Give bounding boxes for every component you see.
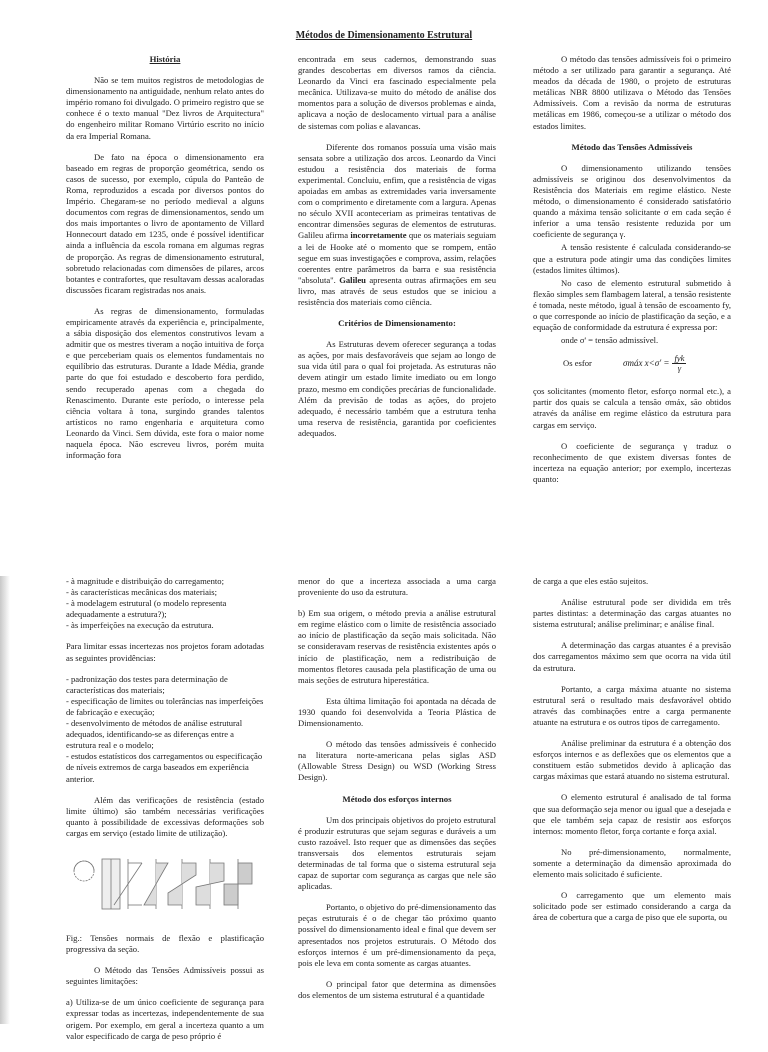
section-heading-historia: História — [149, 54, 181, 64]
list-item: - padronização dos testes para determinação de características dos materiais; — [66, 673, 228, 695]
formula-numerator: fyk — [674, 352, 685, 363]
page1-column-2 — [298, 54, 496, 449]
formula-lhs: σmáx x<σ' = — [623, 357, 670, 368]
text-run-bold: Galileu — [339, 274, 366, 285]
formula-math — [623, 354, 686, 373]
list-item: - especificação de limites ou tolerâncias nas imperfeições de fabricação e execução; — [66, 695, 264, 717]
measures-list — [66, 674, 264, 785]
text-run: que os materiais seguiam a lei de Hooke até o momento que se rompem, então segue em suas investigações e comprova, assim, relações coerentes entre parâmetros da barra e sua resistência "absoluta". — [298, 230, 496, 285]
paragraph: O coeficiente de segurança γ traduz o reconhecimento de que existem diversas fontes de incerteza na equação anterior; por exemplo, incertezas quanto: — [533, 440, 731, 484]
formula-tensao-admissivel — [533, 350, 731, 376]
page-edge-shadow — [0, 576, 10, 1024]
paragraph: De fato na época o dimensionamento era baseado em regras de proporção geométrica, sendo os casos de sucesso, por exemplo, cúpula do Panteão de Roma, reproduzidos a escada por diversos pontos do Império. Chegaram-se no período medieval a alguns documentos com regras de dimensionamentos, sendo um dos mais importantes o livro de apontamento de Villard Honnecourt datado em 1235, onde é possível identificar ainda a influência da escola romana em algumas regras de proporção. As regras de dimensionamento estrutural, sobretudo relacionadas com dimensões de pilares, arcos botantes e contrafortes, que resultavam dessas acaloradas discussões ficaram registradas nos anais. — [66, 151, 264, 295]
paragraph: As regras de dimensionamento, formuladas empiricamente através da experiência e, principalmente, a sábia disposição dos elementos construtivos levam a admitir que os mestres tiveram a noção intuitiva de força e que perceberiam quais os elementos fundamentais no equilíbrio das estruturas. Durante a Idade Média, grande parte do que foi estudado e descoberto fora perdido, sendo recuperado apenas com a chegada do Renascimento. Durante este período, o interesse pela ciência voltara à tona, surgindo grandes talentos artísticos no ramo engenharia e arquitetura como Leonardo da Vinci. Sem dúvida, este fora o maior nome naquela época. Não escreveu livros, porém muita informação fora — [66, 305, 264, 461]
paragraph: menor do que a incerteza associada a uma carga proveniente do uso da estrutura. — [298, 576, 496, 598]
paragraph: Para limitar essas incertezas nos projetos foram adotadas as seguintes providências: — [66, 641, 264, 663]
formula-label: Os esfor — [563, 357, 592, 368]
paragraph: b) Em sua origem, o método previa a análise estrutural em regime elástico com o limite de resistência associado ao início de plastificação da seção mais solicitada. Não se consideravam reservas de resistência existentes após o início de plastificação, nem a redistribuição de momentos fletores causada pela plastificação de uma ou mais seções de estrutura hiperestática. — [298, 608, 496, 685]
paragraph: A tensão resistente é calculada considerando-se que a estrutura pode atingir uma das condições limites (estados limites últimos). — [533, 242, 731, 275]
stress-diagram-figure — [66, 849, 264, 923]
paragraph: O elemento estrutural é analisado de tal forma que sua deformação seja menor ou igual que a desejada e que ele também seja capaz de resistir aos esforços internos: momento fletor, força cortante e força axial. — [533, 792, 731, 836]
list-item: - à modelagem estrutural (o modelo representa adequadamente a estrutura?); — [66, 598, 227, 620]
paragraph: Esta última limitação foi apontada na década de 1930 quando foi desenvolvida a Teoria Plástica de Dimensionamento. — [298, 695, 496, 729]
paragraph: Portanto, a carga máxima atuante no sistema estrutural será o resultado mais desfavorável obtido através das combinações entre a carga permanente atuante na estrutura e os outros tipos de carregamento. — [533, 683, 731, 727]
stress-diagram-illustration — [66, 849, 264, 923]
list-item: - às imperfeições na execução da estrutura. — [66, 620, 214, 631]
formula-denominator: γ — [677, 362, 682, 373]
paragraph: O método das tensões admissíveis é conhecido na literatura norte-americana pelas siglas ASD (Allowable Stress Design) ou WSD (Working Stress Design). — [298, 739, 496, 783]
paragraph: Um dos principais objetivos do projeto estrutural é produzir estruturas que sejam seguras e duráveis a um custo razoável. Isto requer que as dimensões das seções transversais dos elementos estruturais sejam determinadas de tal forma que o sistema estrutural seja capaz de suportar com segurança as cargas que nele são aplicadas. — [298, 814, 496, 892]
paragraph: A determinação das cargas atuantes é a previsão dos carregamentos máximo sem que ocorra na vida útil da estrutura. — [533, 640, 731, 673]
paragraph: No caso de elemento estrutural submetido à flexão simples sem flambagem lateral, a tensão resistente é tomada, neste método, igual à tensão de escoamento fy, o que corresponde ao início de plastificação da seção, e a equação de conformidade da estrutura é expressa por: — [533, 277, 731, 333]
section-heading-tensoes-admissiveis: Método das Tensões Admissíveis — [571, 141, 693, 152]
list-item: - às características mecânicas dos materiais; — [66, 587, 218, 598]
document-page-1 — [0, 0, 768, 512]
document-page-2 — [0, 576, 768, 1041]
section-heading-esforcos-internos: Método dos esforços internos — [342, 793, 452, 804]
paragraph: de carga a que eles estão sujeitos. — [533, 576, 649, 586]
page2-column-1 — [66, 576, 264, 1052]
uncertainty-list — [66, 576, 264, 631]
paragraph: Análise estrutural pode ser dividida em três partes distintas: a determinação das cargas atuantes no sistema estrutural; análise preliminar; e análise final. — [533, 597, 731, 630]
paragraph: Além das verificações de resistência (estado limite último) são também necessárias verificações quanto à possibilidade de excessivas deformações sob cargas em serviço (estado limite de utilização). — [66, 794, 264, 838]
paragraph: Portanto, o objetivo do pré-dimensionamento das peças estruturais é o de chegar tão próximo quanto possível do dimensionamento ideal e final que devem ser apresentados nos projetos estruturais. O Método dos esforços internos é um pré-dimensionamento da peça, pois ele leva em conta somente as cargas atuantes. — [298, 902, 496, 968]
formula-fraction — [672, 354, 686, 373]
paragraph: O método das tensões admissíveis foi o primeiro método a ser utilizado para garantir a segurança. Até meados da década de 1980, o projeto de estruturas metálicas NBR 8800 utilizava o Método das Tensões Admissíveis. Com a revisão da norma de estruturas metálicas em 1986, começou-se a utilizar o método dos estados limites. — [533, 54, 731, 131]
page2-column-3 — [533, 576, 731, 933]
paragraph: encontrada em seus cadernos, demonstrando suas grandes descobertas em diversos ramos da ciência. Leonardo da Vinci era fascinado especialmente pela mecânica. Utilizava-se muito do método de análise dos momentos para a solução de diversos problemas e ainda, aplicava a noção de deslocamento virtual para a análise de sistemas com polias e alavancas. — [298, 54, 496, 131]
page1-column-3 — [533, 54, 731, 495]
page2-column-2 — [298, 576, 496, 1011]
paragraph — [298, 142, 496, 308]
list-item: - estudos estatísticos dos carregamentos ou especificação de níveis extremos de carga baseados em experiência anterior. — [66, 751, 263, 784]
paragraph: O dimensionamento utilizando tensões admissíveis se originou dos desenvolvimentos da Resistência dos Materiais em regime elástico. Neste método, o dimensionamento é considerado satisfatório quando a máxima tensão solicitante σ em cada seção é inferior a uma tensão resistente reduzida por um coeficiente de segurança γ. — [533, 162, 731, 240]
text-run-bold: incorretamente — [350, 230, 407, 241]
text-run: apresenta outras afirmações em seu livro, mas através de seus estudos que se iniciou a resistência dos materiais como ciência. — [298, 274, 497, 307]
list-item: - à magnitude e distribuição do carregamento; — [66, 576, 224, 586]
paragraph: onde σ' = tensão admissível. — [561, 335, 659, 346]
paragraph: a) Utiliza-se de um único coeficiente de segurança para expressar todas as incertezas, independentemente de sua origem. Por exemplo, em geral a incerteza quanto a um valor especificado de carga de peso próprio é — [66, 997, 264, 1041]
paragraph: As Estruturas devem oferecer segurança a todas as ações, por mais desfavoráveis que sejam ao longo de sua vida útil para o qual foi projetada. As estruturas não devem atingir um estado limite imediato ou em longo prazo, mesmo em condições precárias de funcionalidade. Além da previsão de todas as ações, do projeto adequado, é necessário também que a estrutura tenha uma reserva de resistência, garantida por coeficientes adequados. — [298, 339, 496, 438]
paragraph: O Método das Tensões Admissíveis possui as seguintes limitações: — [66, 965, 264, 987]
paragraph: Análise preliminar da estrutura é a obtenção dos esforços internos e as deflexões que os elementos que a constituem estão submetidos devido à aplicação das cargas máximas que estará atuando no sistema estrutural. — [533, 738, 731, 782]
paragraph: No pré-dimensionamento, normalmente, somente a determinação da dimensão aproximada do elemento mais solicitado é suficiente. — [533, 846, 731, 879]
page1-column-1 — [66, 54, 264, 471]
paragraph: ços solicitantes (momento fletor, esforço normal etc.), a partir dos quais se calcula a tensão σmáx, são obtidos através da análise em regime elástico da estrutura para cargas em serviço. — [533, 386, 731, 430]
figure-caption: Fig.: Tensões normais de flexão e plastificação progressiva da seção. — [66, 932, 264, 955]
section-heading-criterios: Critérios de Dimensionamento: — [338, 318, 456, 329]
text-run: Diferente dos romanos possuía uma visão mais sensata sobre a utilização dos arcos. Leonardo da Vinci estudou a resistência dos materiais de forma experimental. Concluiu, enfim, que a resistência de vigas apoiadas em ambas as extremidades varia inversamente com o comprimento e diretamente com a largura. Apenas no século XVII aconteceriam as primeiras tentativas de encontrar dimensões seguras de elementos de estruturas. Galileu afirma — [298, 141, 496, 241]
list-item: - desenvolvimento de métodos de análise estrutural adequados, identificando-se as diferenças entre a estrutura real e o modelo; — [66, 718, 243, 751]
paragraph: Não se tem muitos registros de metodologias de dimensionamento na antiguidade, nenhum relato antes do império romano foi divulgado. O primeiro registro que se conhece é o texto manual "Dez livros de Arquitectura" do engenheiro militar Romano Virtúrio escrito no início da era Imperial Romana. — [66, 75, 264, 141]
document-title: Métodos de Dimensionamento Estrutural — [295, 30, 473, 41]
paragraph: O principal fator que determina as dimensões dos elementos de um sistema estrutural é a quantidade — [298, 978, 496, 1000]
paragraph: O carregamento que um elemento mais solicitado pode ser estimado considerando a carga da área de cobertura que a carga de piso que ele suporta, ou — [533, 890, 731, 923]
